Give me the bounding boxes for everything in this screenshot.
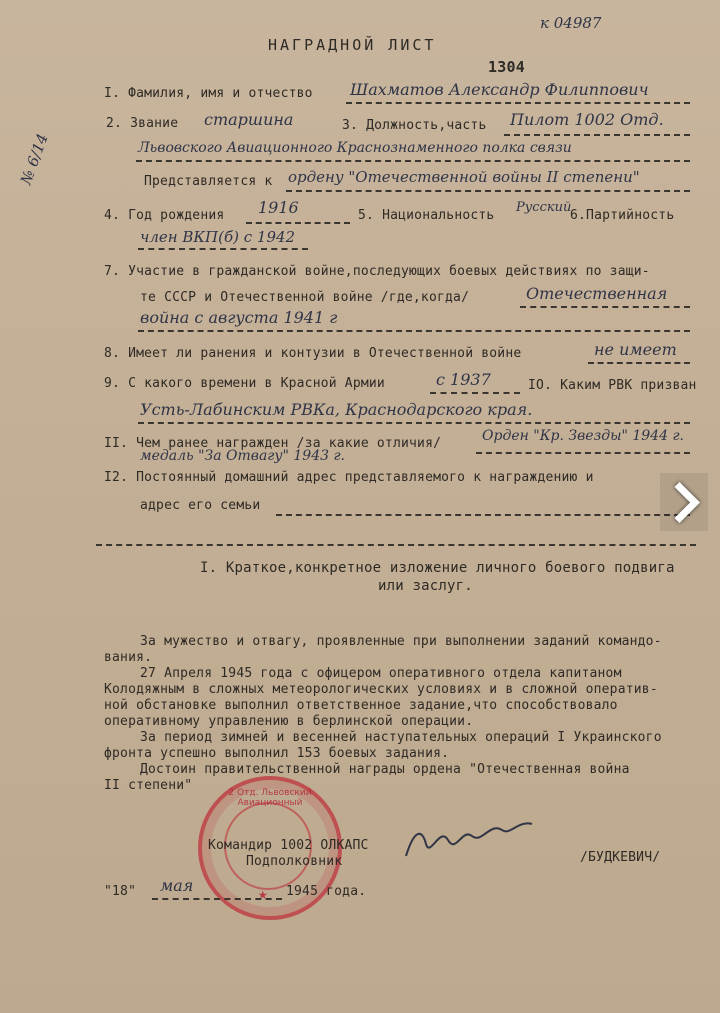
field-rvk-label: IO. Каким РВК призван [528,378,697,393]
field-rank-value: старшина [204,110,294,129]
field-participation-value2: война с августа 1941 г [140,308,338,327]
field-participation-line-a [520,306,690,308]
field-party-line [138,248,308,250]
merit-line: ной обстановке выполнил ответственное задание,что способствовало [104,698,618,713]
present-value: ордену "Отечественной войны II степени" [288,168,640,186]
merit-line: Достоин правительственной награды ордена "Отечественная война [140,762,630,777]
date-year: 1945 года. [286,884,367,899]
merit-line: II степени" [104,778,193,793]
field-name-label: I. Фамилия, имя и отчество [104,86,313,101]
field-army-since-line [430,392,520,394]
margin-note: № 6/14 [16,131,52,187]
seal-text: 2 Отд. Львовский Авиационный [228,788,312,808]
date-month-line [152,898,282,900]
field-position-value-2: Львовского Авиационного Краснознаменного полка связи [138,140,572,156]
merit-line: За мужество и отвагу, проявленные при выполнении заданий командо- [140,634,662,649]
field-name-value: Шахматов Александр Филиппович [350,80,649,99]
field-participation-line-b [138,330,690,332]
field-address-line2: адрес его семьи [140,498,261,513]
field-address-line [276,514,690,516]
field-participation-line1: 7. Участие в гражданской войне,последующих боевых действиях по защи- [104,264,650,279]
merit-line: вания. [104,650,153,665]
field-army-since-label: 9. С какого времени в Красной Армии [104,376,385,391]
field-awards-value1: Орден "Кр. Звезды" 1944 г. [482,428,684,444]
date-month: мая [160,876,194,895]
field-rvk-line [138,422,690,424]
merit-line: оперативному управлению в берлинской операции. [104,714,474,729]
commander-rank: Подполковник [246,854,343,869]
date-day: "18" [104,884,137,899]
next-page-button[interactable] [660,473,708,531]
field-party-label: 6.Партийность [570,208,675,223]
field-birthyear-label: 4. Год рождения [104,208,225,223]
field-position-line [504,134,690,136]
chevron-right-icon [658,481,699,522]
field-rvk-value: Усть-Лабинским РВКа, Краснодарского края. [140,400,533,419]
merit-line: За период зимней и весенней наступательных операций I Украинского [140,730,662,745]
field-birthyear-value: 1916 [258,198,299,217]
field-wounds-value: не имеет [594,340,677,359]
document-title: НАГРАДНОЙ ЛИСТ [268,36,437,54]
field-army-since-value: с 1937 [436,370,491,389]
field-address-line1: I2. Постоянный домашний адрес представляемого к награждению и [104,470,594,485]
field-party-value: член ВКП(б) с 1942 [140,228,296,246]
field-birthyear-line [246,222,350,224]
field-name-line [346,102,690,104]
field-awards-line [476,452,690,454]
field-wounds-label: 8. Имеет ли ранения и контузии в Отечественной войне [104,346,522,361]
merit-line: Колодяжным в сложных метеорологических условиях и в сложной оператив- [104,682,658,697]
field-position-label: 3. Должность,часть [342,118,487,133]
present-label: Представляется к [144,174,273,189]
commander-name: /БУДКЕВИЧ/ [580,850,661,865]
field-participation-value1: Отечественная [526,284,668,303]
present-line [286,190,690,192]
archive-number: к 04987 [540,14,602,32]
field-nationality-label: 5. Национальность [358,208,495,223]
field-rank-label: 2. Звание [106,116,179,131]
merit-line: фронта успешно выполнил 153 боевых задания. [104,746,450,761]
handwritten-signature [400,810,540,870]
field-awards-label: II. Чем ранее награжден /за какие отличия/ [104,436,442,451]
field-position-line-2 [136,160,690,162]
field-participation-line2: те СССР и Отечественной войне /где,когда/ [140,290,470,305]
document-number: 1304 [488,58,525,76]
star-icon: ★ [258,884,268,903]
field-nationality-value: Русский [516,200,572,215]
merit-line: 27 Апреля 1945 года с офицером оперативного отдела капитаном [140,666,622,681]
field-awards-value2: медаль "За Отвагу" 1943 г. [140,448,345,464]
section-heading: I. Краткое,конкретное изложение личного боевого подвига [200,560,675,576]
field-wounds-line [588,362,690,364]
commander-title: Командир 1002 ОЛКАПС [208,838,369,853]
separator-line [96,544,696,546]
section-heading-2: или заслуг. [378,578,473,594]
field-position-value: Пилот 1002 Отд. [510,110,664,129]
